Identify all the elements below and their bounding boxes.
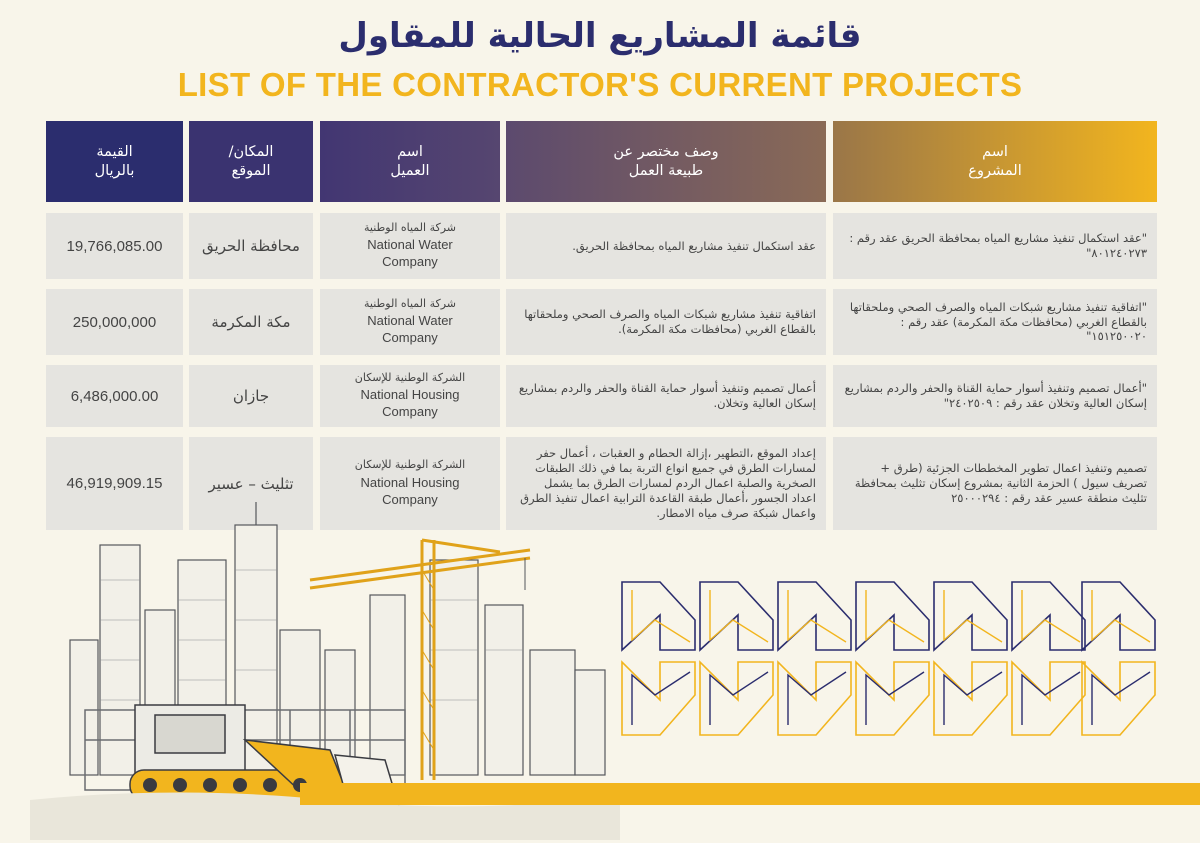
table-row <box>46 365 1157 427</box>
cell-location: محافظة الحريق <box>189 213 313 279</box>
cell-location: جازان <box>189 365 313 427</box>
header-value: القيمة بالريال <box>46 121 183 202</box>
header-project-name: اسم المشروع <box>833 121 1157 202</box>
table-header <box>46 121 1157 202</box>
cell-description: عقد استكمال تنفيذ مشاريع المياه بمحافظة الحريق. <box>506 213 826 279</box>
cell-project-name: "أعمال تصميم وتنفيذ أسوار حماية القناة والحفر والردم بمشاريع إسكان العالية وتخلان عقد رقم : ٢٤٠٢٥٠٩" <box>833 365 1157 427</box>
table-row <box>46 289 1157 355</box>
header-location: المكان/ الموقع <box>189 121 313 202</box>
decorative-pattern <box>620 578 1160 738</box>
header-description: وصف مختصر عن طبيعة العمل <box>506 121 826 202</box>
page-title-arabic: قائمة المشاريع الحالية للمقاول <box>338 16 862 56</box>
cell-project-name: "اتفاقية تنفيذ مشاريع شبكات المياه والصرف الصحي وملحقاتها بالقطاع الغربي (محافظات مكة المكرمة) عقد رقم : ١٥١٢٥٠٠٢٠" <box>833 289 1157 355</box>
cell-location: تثليث – عسير <box>189 437 313 530</box>
client-name-arabic: الشركة الوطنية للإسكان <box>354 458 466 472</box>
cell-location: مكة المكرمة <box>189 289 313 355</box>
cell-client <box>320 289 500 355</box>
client-name-arabic: شركة المياه الوطنية <box>364 296 456 310</box>
cell-description: إعداد الموقع ،التطهير ،إزالة الحطام و العقبات ، أعمال حفر لمسارات الطرق في جميع انواع التربة بما في ذلك الطبقات الصخرية والصلبة اعمال الردم لمسارات الطرق بما يشمل اعداد الجسور ،أعمال طبقة القاعدة الترابية اعمال تنفيذ الطرق واعمال شبكة صرف مياه الامطار. <box>506 437 826 530</box>
client-name-english: National Water Company <box>367 237 453 270</box>
cell-client <box>320 213 500 279</box>
table-row <box>46 213 1157 279</box>
cell-project-name: "عقد استكمال تنفيذ مشاريع المياه بمحافظة الحريق عقد رقم : ٨٠١٢٤٠٢٧٣" <box>833 213 1157 279</box>
client-name-english: National Housing Company <box>360 474 460 507</box>
page-title-english: LIST OF THE CONTRACTOR'S CURRENT PROJECTS <box>177 66 1023 103</box>
cell-description: اتفاقية تنفيذ مشاريع شبكات المياه والصرف الصحي وملحقاتها بالقطاع الغربي (محافظات مكة المكرمة). <box>506 289 826 355</box>
cell-project-name: تصميم وتنفيذ اعمال تطوير المخططات الجزئية (طرق + تصريف سيول ) الحزمة الثانية بمشروع إسكان تثليث بمحافظة تثليث منطقة عسير عقد رقم : ٢٥٠٠٠٢٩٤ <box>833 437 1157 530</box>
client-name-arabic: الشركة الوطنية للإسكان <box>354 370 466 384</box>
cell-value: 19,766,085.00 <box>46 213 183 279</box>
client-name-english: National Water Company <box>367 313 453 346</box>
client-name-arabic: شركة المياه الوطنية <box>364 220 456 234</box>
cell-client <box>320 365 500 427</box>
header-client: اسم العميل <box>320 121 500 202</box>
cell-value: 46,919,909.15 <box>46 437 183 530</box>
cell-description: أعمال تصميم وتنفيذ أسوار حماية القناة والحفر والردم بمشاريع إسكان العالية وتخلان. <box>506 365 826 427</box>
client-name-english: National Housing Company <box>360 387 460 420</box>
cell-value: 250,000,000 <box>46 289 183 355</box>
cell-value: 6,486,000.00 <box>46 365 183 427</box>
bottom-accent-bar <box>300 783 1200 805</box>
